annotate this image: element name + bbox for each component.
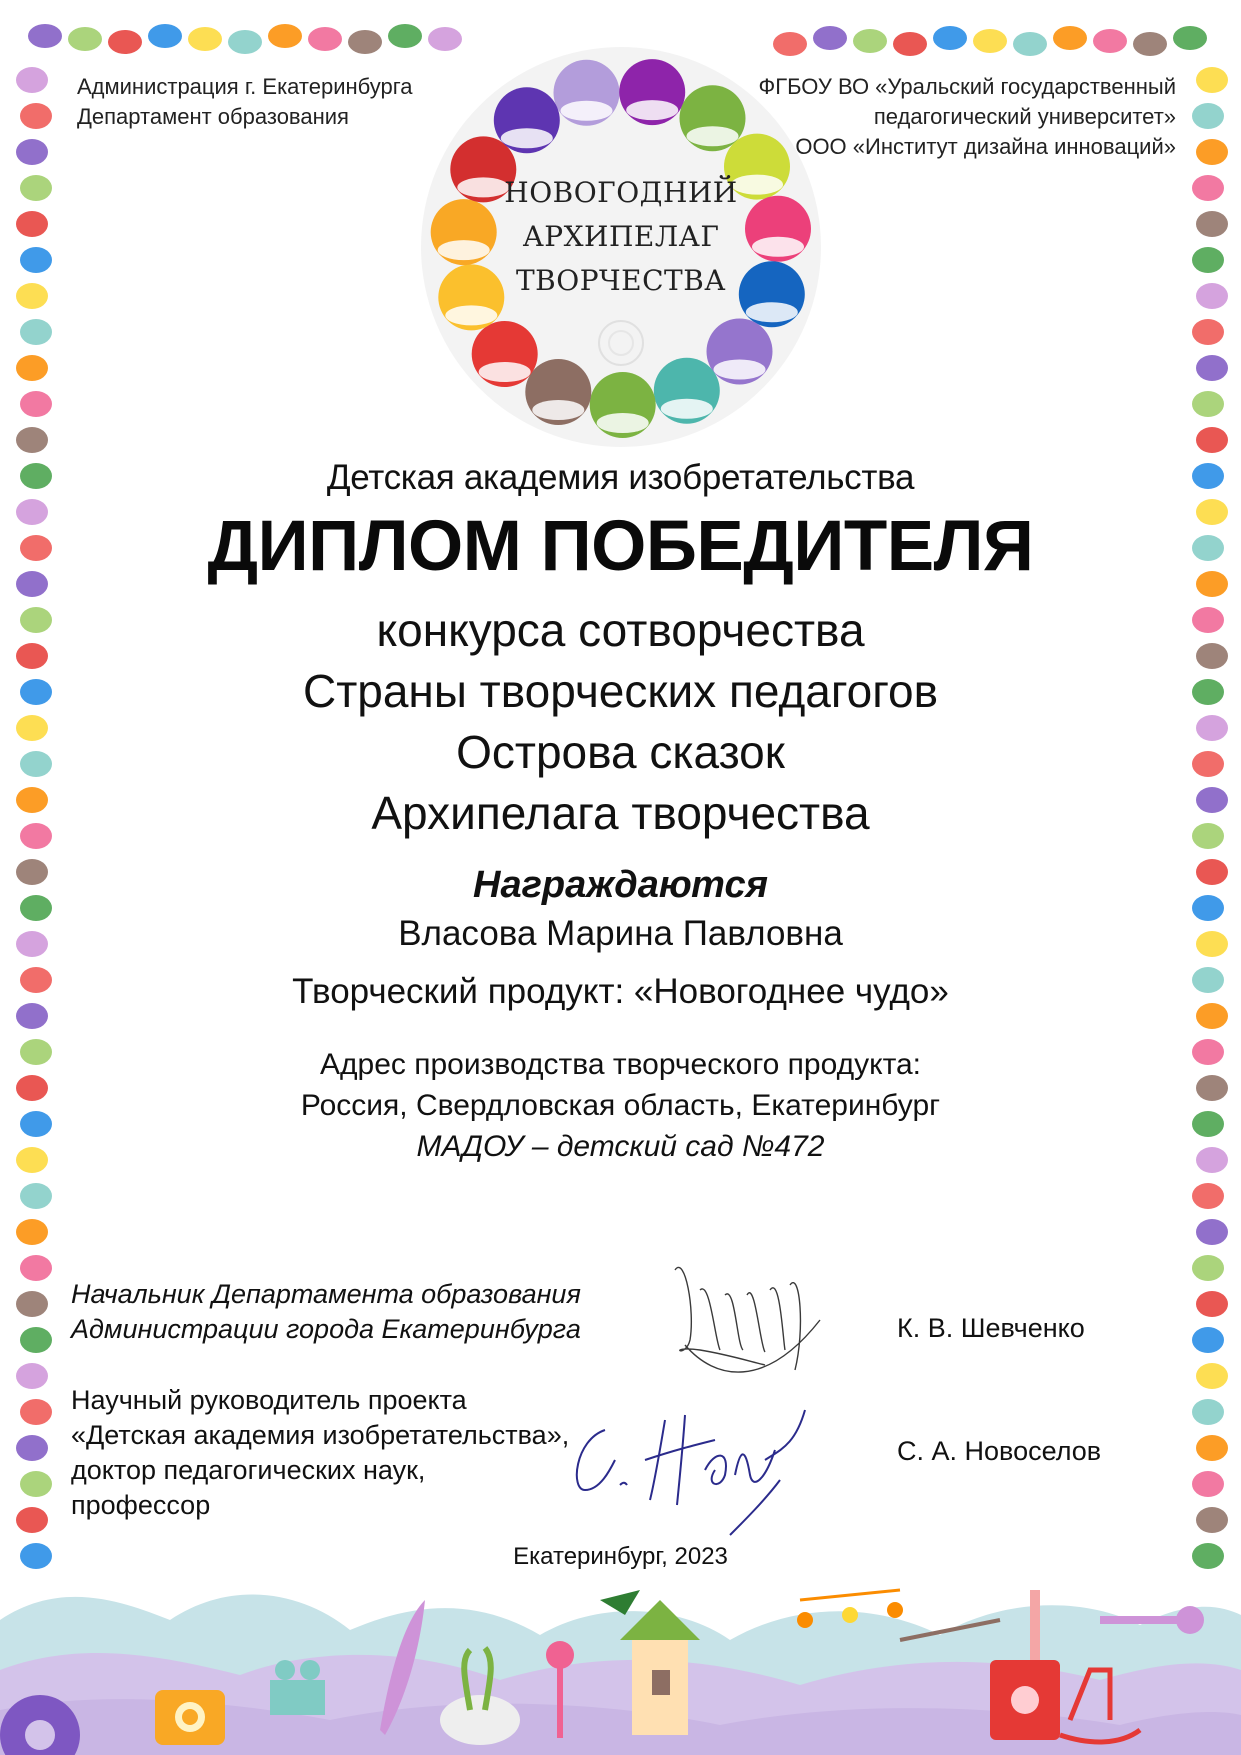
bottom-decorative-scene	[0, 1560, 1241, 1755]
border-splotch	[20, 1255, 52, 1281]
border-splotch	[1173, 26, 1207, 50]
camera-icon	[155, 1690, 225, 1745]
border-splotch	[16, 427, 48, 453]
border-splotch	[1093, 29, 1127, 53]
border-splotch	[1196, 355, 1228, 381]
border-splotch	[893, 32, 927, 56]
border-splotch	[16, 1363, 48, 1389]
border-splotch	[20, 1471, 52, 1497]
border-splotch	[16, 1291, 48, 1317]
border-splotch	[1196, 1363, 1228, 1389]
institution-name: МАДОУ – детский сад №472	[416, 1130, 825, 1163]
border-splotch	[20, 319, 52, 345]
border-splotch	[188, 27, 222, 51]
border-splotch	[1196, 283, 1228, 309]
border-splotch	[20, 1327, 52, 1353]
border-splotch	[1196, 1291, 1228, 1317]
border-splotch	[16, 283, 48, 309]
logo-snow	[445, 305, 497, 325]
signatory-1-name: К. В. Шевченко	[897, 1313, 1085, 1343]
border-splotch	[20, 103, 52, 129]
border-splotch	[1133, 32, 1167, 56]
logo-snow	[746, 302, 798, 322]
logo-snow	[479, 362, 531, 382]
border-splotch	[1192, 103, 1224, 129]
logo-title-line-1: НОВОГОДНИЙ	[504, 176, 738, 209]
border-splotch	[20, 1399, 52, 1425]
border-splotch	[1196, 139, 1228, 165]
border-splotch	[148, 24, 182, 48]
subtitle-line-3: Острова сказок	[456, 726, 785, 778]
header-right-line-1: ФГБОУ ВО «Уральский государственный	[758, 74, 1176, 99]
logo-title-line-2: АРХИПЕЛАГ	[522, 220, 720, 253]
border-splotch	[933, 26, 967, 50]
logo-snow	[501, 128, 553, 148]
logo-snow	[687, 126, 739, 146]
diploma-title: ДИПЛОМ ПОБЕДИТЕЛЯ	[207, 507, 1034, 586]
awarded-label: Награждаются	[473, 864, 768, 906]
signatory-1-role-line-2: Администрации города Екатеринбурга	[71, 1314, 581, 1344]
address-label: Адрес производства творческого продукта:	[320, 1048, 921, 1081]
border-splotch	[1196, 1435, 1228, 1461]
logo-snow	[532, 400, 584, 420]
border-splotch	[268, 24, 302, 48]
signature-2	[565, 1390, 835, 1540]
header-right-line-3: ООО «Институт дизайна инноваций»	[795, 134, 1176, 159]
border-splotch	[348, 30, 382, 54]
subtitle-line-1: конкурса сотворчества	[376, 604, 865, 656]
signatory-2-role-line-1: Научный руководитель проекта	[71, 1385, 467, 1415]
logo-title-line-3: ТВОРЧЕСТВА	[515, 264, 726, 297]
border-splotch	[16, 1507, 48, 1533]
border-splotch	[1192, 1255, 1224, 1281]
border-splotch	[1196, 211, 1228, 237]
border-splotch	[1192, 1183, 1224, 1209]
signatory-1-role	[71, 1277, 581, 1347]
production-address	[0, 1044, 1241, 1167]
creative-product: Творческий продукт: «Новогоднее чудо»	[292, 972, 949, 1011]
border-splotch	[1196, 1507, 1228, 1533]
border-splotch	[1192, 319, 1224, 345]
border-splotch	[973, 29, 1007, 53]
border-splotch	[1192, 1471, 1224, 1497]
border-splotch	[1013, 32, 1047, 56]
border-splotch	[228, 30, 262, 54]
border-splotch	[1192, 175, 1224, 201]
border-splotch	[1196, 427, 1228, 453]
border-splotch	[1196, 67, 1228, 93]
border-splotch	[16, 1435, 48, 1461]
border-splotch	[28, 24, 62, 48]
contest-subtitle	[0, 600, 1241, 844]
border-splotch	[1192, 1399, 1224, 1425]
header-left	[77, 72, 413, 132]
border-splotch	[20, 1183, 52, 1209]
address-value: Россия, Свердловская область, Екатеринбург	[300, 1089, 941, 1122]
border-splotch	[20, 391, 52, 417]
contest-logo	[417, 43, 825, 451]
signatory-2-name: С. А. Новоселов	[897, 1436, 1102, 1466]
footer-city-year: Екатеринбург, 2023	[513, 1543, 728, 1570]
border-splotch	[20, 247, 52, 273]
header-right-line-2: педагогический университет»	[873, 104, 1176, 129]
signatory-2-role-line-2: «Детская академия изобретательства»,	[71, 1420, 570, 1450]
border-splotch	[1196, 1219, 1228, 1245]
logo-snow	[661, 399, 713, 419]
header-left-line-1: Администрация г. Екатеринбурга	[77, 74, 413, 99]
border-splotch	[20, 175, 52, 201]
border-splotch	[16, 1219, 48, 1245]
border-splotch	[308, 27, 342, 51]
subtitle-line-2: Страны творческих педагогов	[302, 665, 939, 717]
logo-snow	[561, 101, 613, 121]
logo-snow	[597, 413, 649, 433]
subtitle-line-4: Архипелага творчества	[371, 787, 870, 839]
logo-snow	[626, 100, 678, 120]
signatory-2-role-line-4: профессор	[71, 1490, 211, 1520]
border-splotch	[16, 355, 48, 381]
border-splotch	[1192, 1327, 1224, 1353]
border-splotch	[16, 67, 48, 93]
logo-snow	[714, 360, 766, 380]
border-splotch	[68, 27, 102, 51]
signatory-2-role-line-3: доктор педагогических наук,	[71, 1455, 426, 1485]
header-left-line-2: Департамент образования	[77, 104, 349, 129]
border-splotch	[108, 30, 142, 54]
logo-title	[417, 171, 825, 303]
academy-name: Детская академия изобретательства	[326, 458, 915, 497]
border-splotch	[1192, 391, 1224, 417]
border-splotch	[16, 139, 48, 165]
border-splotch	[853, 29, 887, 53]
border-splotch	[1053, 26, 1087, 50]
signature-1	[655, 1250, 830, 1395]
border-splotch	[1192, 247, 1224, 273]
recipient-name: Власова Марина Павловна	[398, 914, 843, 953]
signatory-2-role	[71, 1383, 569, 1523]
signatory-1-role-line-1: Начальник Департамента образования	[71, 1279, 581, 1309]
border-splotch	[16, 211, 48, 237]
